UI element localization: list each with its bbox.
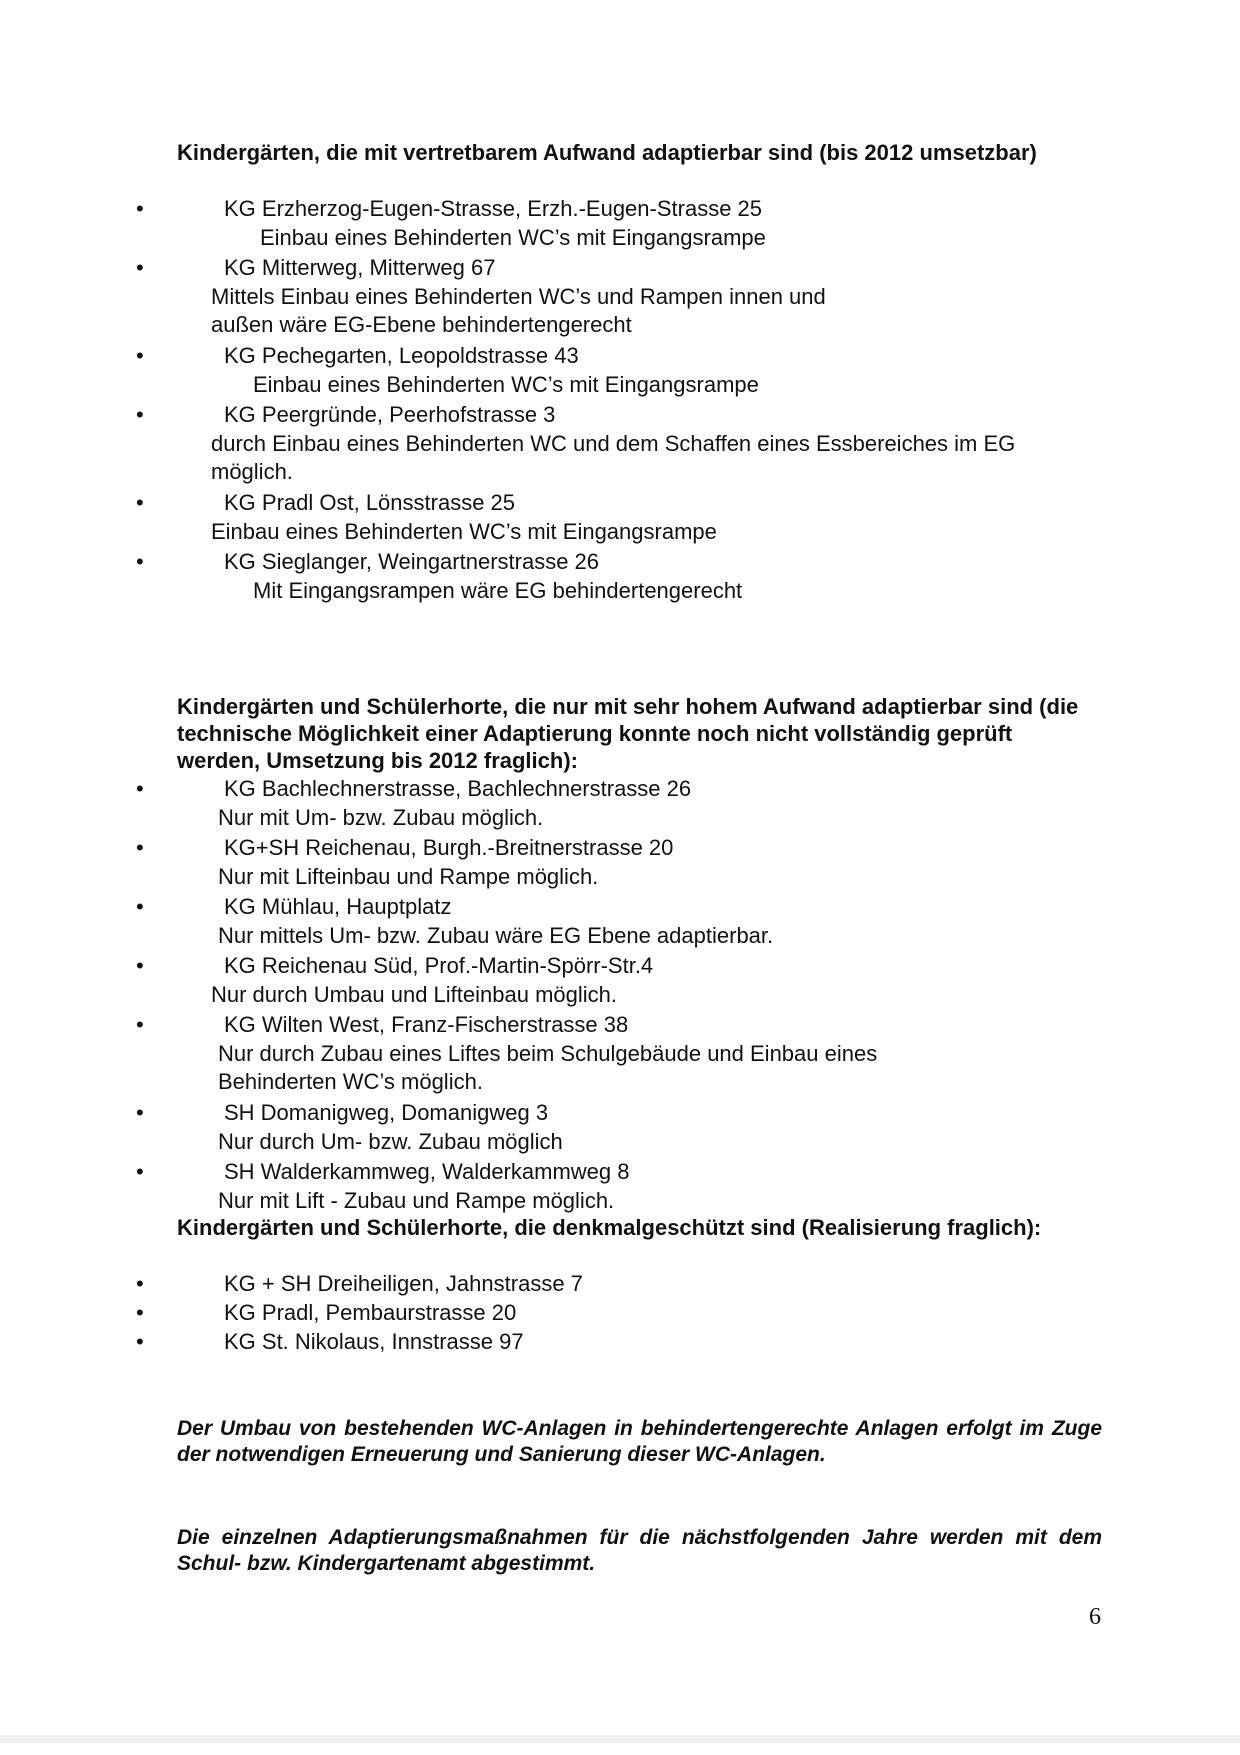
page-number: 6 bbox=[1089, 1604, 1101, 1630]
list-item-description: Einbau eines Behinderten WC’s mit Eingangsrampe bbox=[253, 372, 759, 397]
list-item-title: KG+SH Reichenau, Burgh.-Breitnerstrasse 20 bbox=[224, 835, 674, 860]
list-item-title: SH Walderkammweg, Walderkammweg 8 bbox=[224, 1159, 630, 1184]
bullet-icon: • bbox=[136, 894, 144, 919]
list-item-title: KG Pradl Ost, Lönsstrasse 25 bbox=[224, 490, 516, 515]
closing-note-wc-renovation: Der Umbau von bestehenden WC-Anlagen in behindertengerechte Anlagen erfolgt im Zuge der notwendigen Erneuerung und Sanierung dieser WC-Anlagen. bbox=[177, 1417, 1102, 1466]
bullet-icon: • bbox=[136, 835, 144, 860]
section-heading-high-effort: Kindergärten und Schülerhorte, die nur mit sehr hohem Aufwand adaptierbar sind (die technische Möglichkeit einer Adaptierung konnte noch nicht vollständig geprüft werden, Umsetzung bis 2012 fraglich): bbox=[177, 694, 1079, 773]
list-item-description: durch Einbau eines Behinderten WC und dem Schaffen eines Essbereiches im EG möglich. bbox=[211, 431, 1016, 484]
bullet-icon: • bbox=[136, 1012, 144, 1037]
bullet-icon: • bbox=[136, 1271, 144, 1296]
list-item-title: KG + SH Dreiheiligen, Jahnstrasse 7 bbox=[224, 1271, 583, 1296]
section-heading-adaptable: Kindergärten, die mit vertretbarem Aufwand adaptierbar sind (bis 2012 umsetzbar) bbox=[177, 140, 1037, 165]
list-item-title: KG Peergründe, Peerhofstrasse 3 bbox=[224, 402, 556, 427]
list-item-description: Nur durch Um- bzw. Zubau möglich bbox=[218, 1129, 563, 1154]
bullet-icon: • bbox=[136, 402, 144, 427]
list-item-description: Mittels Einbau eines Behinderten WC’s und Rampen innen und außen wäre EG-Ebene behindertengerecht bbox=[211, 284, 826, 337]
list-item-title: KG Mitterweg, Mitterweg 67 bbox=[224, 255, 496, 280]
bullet-icon: • bbox=[136, 1300, 144, 1325]
list-item-description: Nur mit Lifteinbau und Rampe möglich. bbox=[218, 864, 599, 889]
list-item-description: Nur mit Lift - Zubau und Rampe möglich. bbox=[218, 1188, 615, 1213]
bullet-icon: • bbox=[136, 343, 144, 368]
list-item-description: Nur durch Zubau eines Liftes beim Schulgebäude und Einbau eines Behinderten WC’s möglich. bbox=[218, 1041, 878, 1094]
closing-note-coordination: Die einzelnen Adaptierungsmaßnahmen für die nächstfolgenden Jahre werden mit dem Schul- bzw. Kindergartenamt abgestimmt. bbox=[177, 1526, 1102, 1575]
list-item-description: Mit Eingangsrampen wäre EG behindertengerecht bbox=[253, 578, 743, 603]
bullet-icon: • bbox=[136, 1100, 144, 1125]
bullet-icon: • bbox=[136, 1159, 144, 1184]
bullet-icon: • bbox=[136, 490, 144, 515]
list-item-title: KG Wilten West, Franz-Fischerstrasse 38 bbox=[224, 1012, 629, 1037]
scan-bottom-edge bbox=[0, 1735, 1240, 1743]
list-item-title: KG Reichenau Süd, Prof.-Martin-Spörr-Str.4 bbox=[224, 953, 654, 978]
list-item-description: Einbau eines Behinderten WC’s mit Eingangsrampe bbox=[260, 225, 766, 250]
list-item-title: KG St. Nikolaus, Innstrasse 97 bbox=[224, 1329, 524, 1354]
section-heading-listed-buildings: Kindergärten und Schülerhorte, die denkmalgeschützt sind (Realisierung fraglich): bbox=[177, 1215, 1042, 1240]
list-item-title: KG Pechegarten, Leopoldstrasse 43 bbox=[224, 343, 579, 368]
list-item-title: KG Bachlechnerstrasse, Bachlechnerstrasse 26 bbox=[224, 776, 692, 801]
list-item-title: KG Sieglanger, Weingartnerstrasse 26 bbox=[224, 549, 600, 574]
list-item-title: KG Pradl, Pembaurstrasse 20 bbox=[224, 1300, 517, 1325]
list-item-description: Nur durch Umbau und Lifteinbau möglich. bbox=[211, 982, 618, 1007]
bullet-icon: • bbox=[136, 1329, 144, 1354]
bullet-icon: • bbox=[136, 196, 144, 221]
bullet-icon: • bbox=[136, 776, 144, 801]
list-item-title: SH Domanigweg, Domanigweg 3 bbox=[224, 1100, 549, 1125]
list-item-title: KG Mühlau, Hauptplatz bbox=[224, 894, 452, 919]
bullet-icon: • bbox=[136, 255, 144, 280]
list-item-description: Einbau eines Behinderten WC’s mit Eingangsrampe bbox=[211, 519, 717, 544]
list-item-description: Nur mit Um- bzw. Zubau möglich. bbox=[218, 805, 544, 830]
list-item-title: KG Erzherzog-Eugen-Strasse, Erzh.-Eugen-Strasse 25 bbox=[224, 196, 763, 221]
bullet-icon: • bbox=[136, 953, 144, 978]
bullet-icon: • bbox=[136, 549, 144, 574]
list-item-description: Nur mittels Um- bzw. Zubau wäre EG Ebene adaptierbar. bbox=[218, 923, 774, 948]
